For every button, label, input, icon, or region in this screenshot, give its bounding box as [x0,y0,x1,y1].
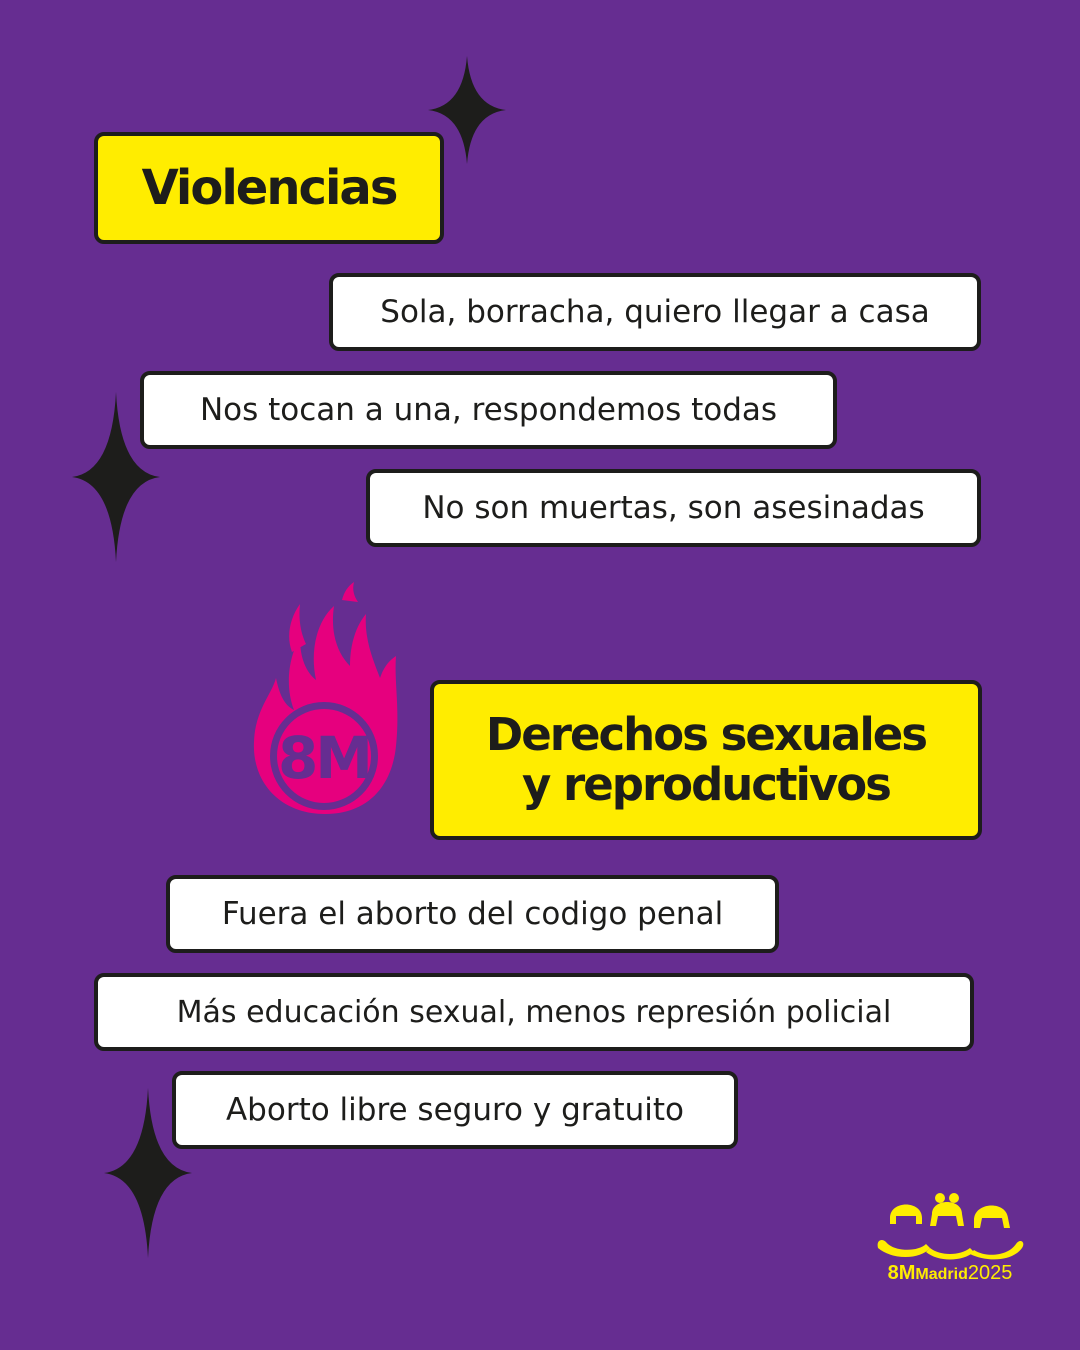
slogan-text: Nos tocan a una, respondemos todas [199,392,778,428]
slogan-card [366,469,981,547]
slogan-card [140,371,837,449]
footer-wordmark [870,1262,1030,1285]
slogan-card [166,875,779,953]
footer-city: Madrid [915,1266,968,1283]
footer-brand: 8M [887,1262,916,1284]
footer-year: 2025 [967,1262,1013,1284]
section-heading-line2: y reproductivos [522,758,890,811]
slogan-card [94,973,974,1051]
flame-8m-icon [250,582,400,818]
slogan-card [172,1071,738,1149]
footer-logo [870,1192,1030,1292]
slogan-text: Fuera el aborto del codigo penal [221,896,724,932]
section-heading-line1: Derechos sexuales [485,708,927,761]
slogan-text: No son muertas, son asesinadas [422,490,925,526]
slogan-text: Aborto libre seguro y gratuito [225,1092,685,1128]
flame-logo-label: 8M [277,724,371,792]
three-women-icon [870,1192,1030,1262]
section-heading-text: Violencias [141,160,397,216]
slogan-text: Sola, borracha, quiero llegar a casa [380,294,930,330]
section-heading-derechos [430,680,982,840]
slogan-card [329,273,981,351]
slogan-text: Más educación sexual, menos represión policial [176,994,892,1030]
section-heading-violencias [94,132,444,244]
